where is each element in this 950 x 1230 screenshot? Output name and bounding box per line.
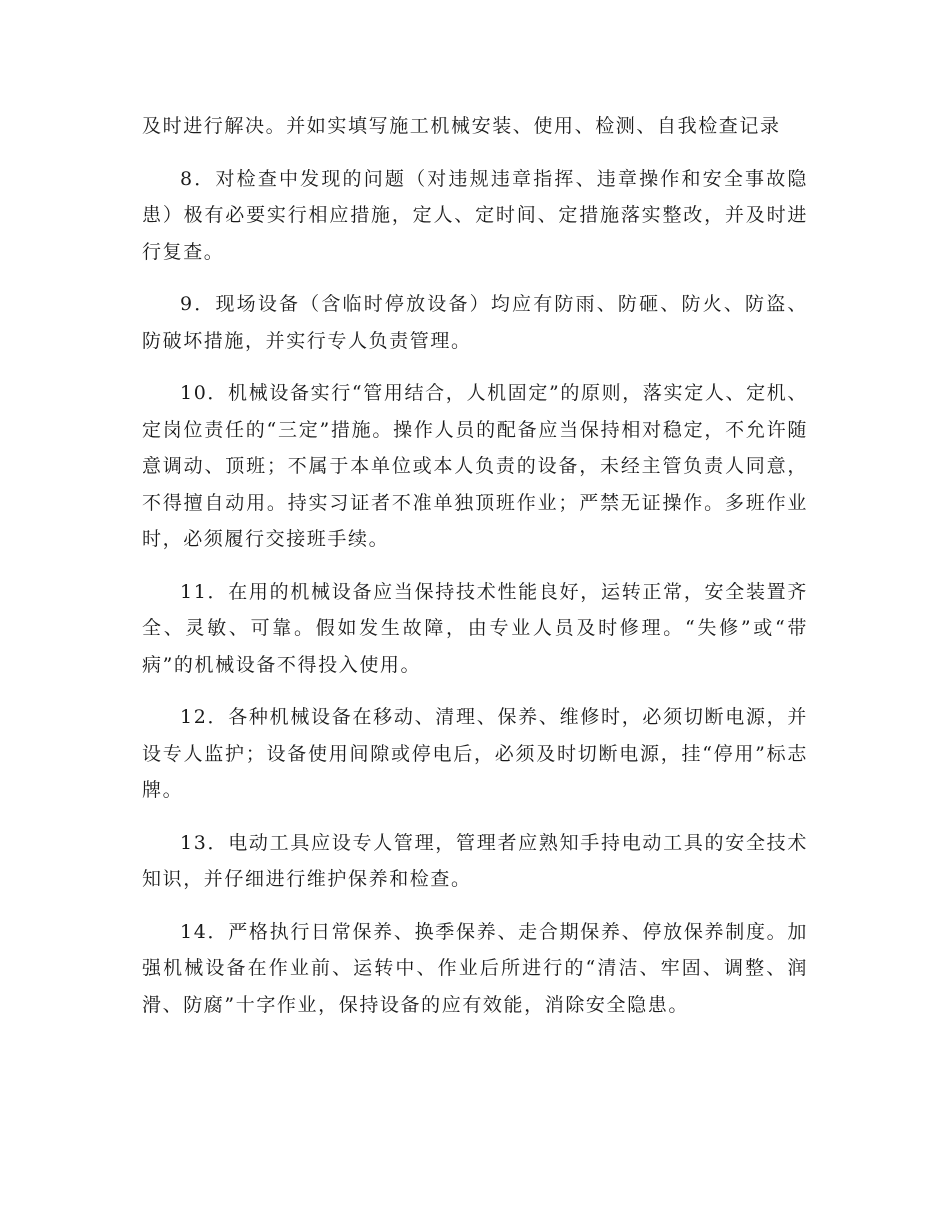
paragraph-item-14: 14．严格执行日常保养、换季保养、走合期保养、停放保养制度。加强机械设备在作业前、运转中、作业后所进行的“清洁、牢固、调整、润滑、防腐”十字作业，保持设备的应有效能，消除安全隐患。 xyxy=(142,920,808,1016)
paragraph-item-12: 12．各种机械设备在移动、清理、保养、维修时，必须切断电源，并设专人监护；设备使用间隙或停电后，必须及时切断电源，挂“停用”标志牌。 xyxy=(142,706,808,801)
paragraph-item-9: 9．现场设备（含临时停放设备）均应有防雨、防砸、防火、防盗、防破坏措施，并实行专人负责管理。 xyxy=(142,293,808,352)
document-body xyxy=(142,108,808,1039)
paragraph-item-13: 13．电动工具应设专人管理，管理者应熟知手持电动工具的安全技术知识，并仔细进行维护保养和检查。 xyxy=(142,831,808,890)
paragraph-item-11: 11．在用的机械设备应当保持技术性能良好，运转正常，安全装置齐全、灵敏、可靠。假如发生故障，由专业人员及时修理。“失修”或“带病”的机械设备不得投入使用。 xyxy=(142,580,808,676)
paragraph-continuation: 及时进行解决。并如实填写施工机械安装、使用、检测、自我检查记录 xyxy=(142,115,781,137)
paragraph-item-10: 10．机械设备实行“管用结合，人机固定”的原则，落实定人、定机、定岗位责任的“三定”措施。操作人员的配备应当保持相对稳定，不允许随意调动、顶班；不属于本单位或本人负责的设备，未经主管负责人同意，不得擅自动用。持实习证者不准单独顶班作业；严禁无证操作。多班作业时，必须履行交接班手续。 xyxy=(142,382,808,550)
paragraph-item-8: 8．对检查中发现的问题（对违规违章指挥、违章操作和安全事故隐患）极有必要实行相应措施，定人、定时间、定措施落实整改，并及时进行复查。 xyxy=(142,167,808,263)
